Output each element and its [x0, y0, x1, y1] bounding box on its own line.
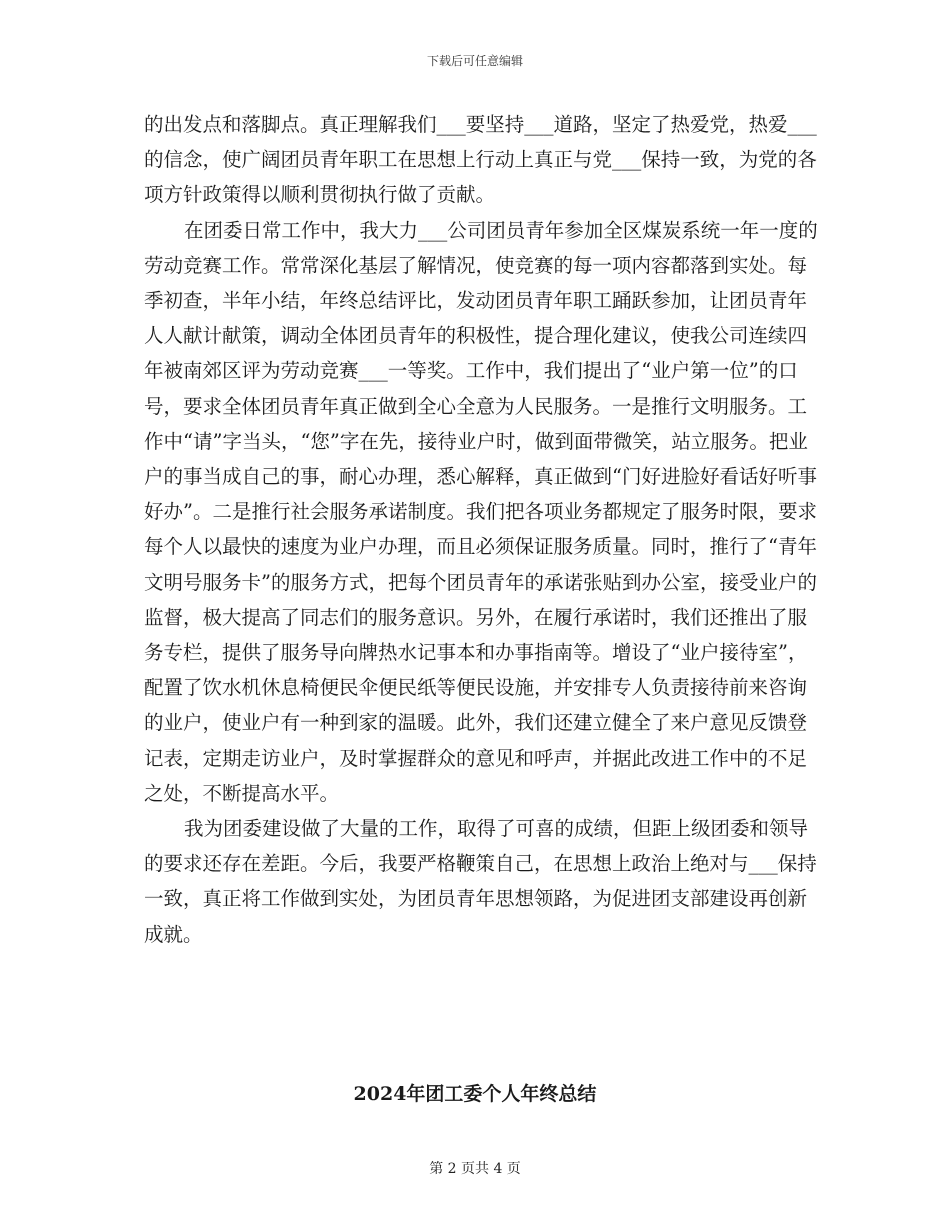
paragraph-continuation: 的出发点和落脚点。真正理解我们___要坚持___道路，坚定了热爱党，热爱___的信念，使广阔团员青年职工在思想上行动上真正与党___保持一致，为党的各项方针政策得以顺利贯彻执行做了贡献。 [144, 113, 817, 207]
page-footer: 第 2 页共 4 页 [429, 1161, 521, 1177]
paragraph-work-summary: 在团委日常工作中，我大力___公司团员青年参加全区煤炭系统一年一度的劳动竞赛工作。常常深化基层了解情况，使竞赛的每一项内容都落到实处。每季初查，半年小结，年终总结评比，发动团员青年职工踊跃参加，让团员青年人人献计献策，调动全体团员青年的积极性，提合理化建议，使我公司连续四年被南郊区评为劳动竞赛___一等奖。工作中，我们提出了“业户第一位”的口号，要求全体团员青年真正做到全心全意为人民服务。一是推行文明服务。工作中“请”字当头，“您”字在先，接待业户时，做到面带微笑，站立服务。把业户的事当成自己的事，耐心办理，悉心解释，真正做到“门好进脸好看话好听事好办”。二是推行社会服务承诺制度。我们把各项业务都规定了服务时限，要求每个人以最快的速度为业户办理，而且必须保证服务质量。同时，推行了“青年文明号服务卡”的服务方式，把每个团员青年的承诺张贴到办公室，接受业户的监督，极大提高了同志们的服务意识。另外，在履行承诺时，我们还推出了服务专栏，提供了服务导向牌热水记事本和办事指南等。增设了“业户接待室”，配置了饮水机休息椅便民伞便民纸等便民设施，并安排专人负责接待前来咨询的业户，使业户有一种到家的温暖。此外，我们还建立健全了来户意见反馈登记表，定期走访业户，及时掌握群众的意见和呼声，并据此改进工作中的不足之处，不断提高水平。 [144, 218, 818, 805]
section-title: 2024年团工委个人年终总结 [353, 1083, 597, 1105]
body-text [144, 107, 822, 952]
paragraph-conclusion: 我为团委建设做了大量的工作，取得了可喜的成绩，但距上级团委和领导的要求还存在差距。今后，我要严格鞭策自己，在思想上政治上绝对与___保持一致，真正将工作做到实处，为团员青年思想领路，为促进团支部建设再创新成就。 [144, 817, 817, 946]
page-header: 下载后可任意编辑 [426, 54, 523, 68]
